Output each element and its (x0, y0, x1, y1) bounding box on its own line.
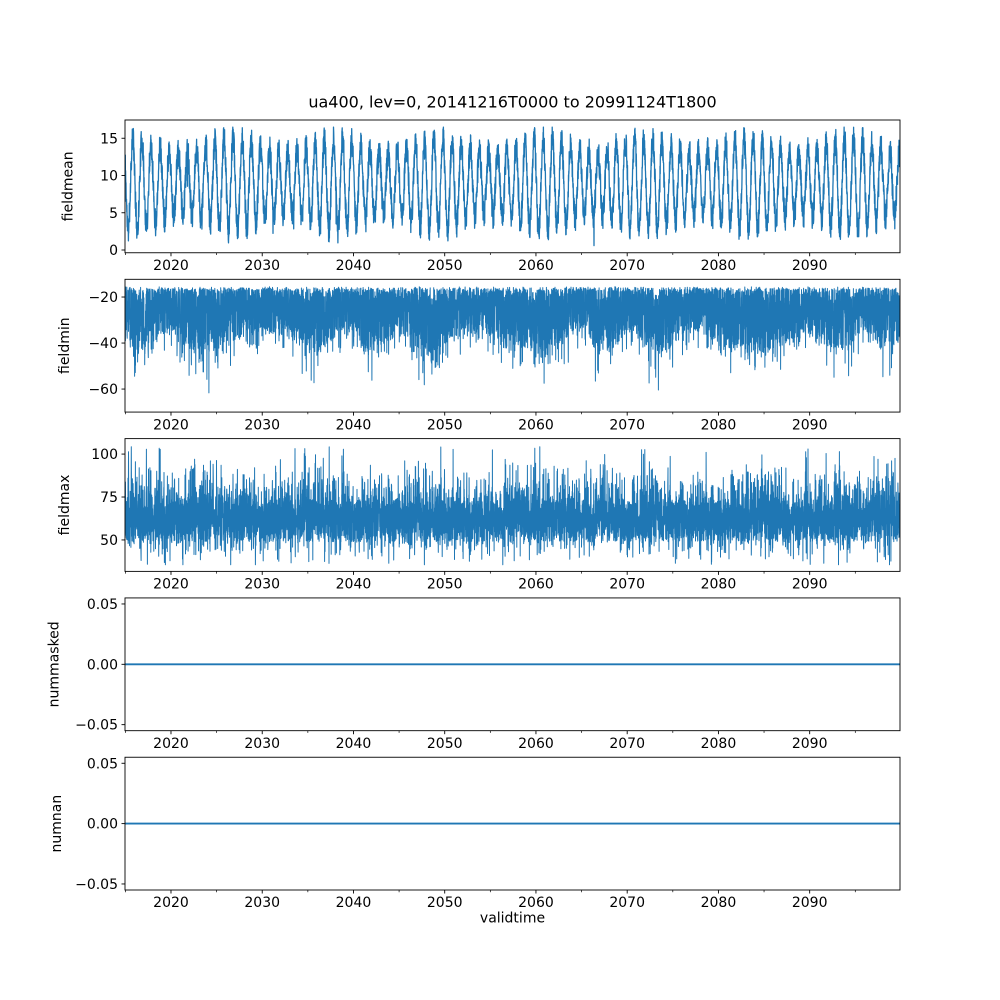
fieldmin-series-line (125, 287, 900, 393)
y-tick-label: 0 (109, 243, 118, 260)
x-tick-label: 2050 (426, 895, 463, 912)
y-tick-label: −0.05 (75, 717, 118, 734)
x-tick-label: 2020 (153, 257, 189, 274)
x-tick-label: 2070 (609, 576, 646, 593)
y-axis-label-nummasked: nummasked (46, 621, 63, 708)
x-tick-label: 2080 (700, 417, 737, 434)
subplot-fieldmean (61, 120, 901, 274)
x-tick-label: 2070 (609, 735, 646, 752)
x-tick-label: 2040 (335, 735, 372, 752)
y-tick-label: 0.00 (86, 816, 118, 833)
x-tick-label: 2070 (609, 257, 646, 274)
x-tick-label: 2060 (518, 895, 554, 912)
x-tick-label: 2020 (153, 417, 189, 434)
x-tick-label: 2030 (244, 257, 281, 274)
subplots-group (47, 120, 901, 911)
y-axis-label-fieldmin: fieldmin (57, 317, 73, 374)
x-tick-label: 2060 (518, 257, 554, 274)
x-tick-label: 2090 (791, 257, 828, 274)
subplot-fieldmax (57, 439, 900, 593)
y-tick-label: 15 (100, 131, 118, 148)
x-tick-label: 2030 (244, 576, 281, 593)
x-tick-label: 2090 (791, 895, 828, 912)
y-tick-label: −60 (88, 382, 118, 399)
y-tick-label: −0.05 (75, 876, 118, 893)
x-tick-label: 2020 (153, 735, 189, 752)
x-tick-label: 2020 (153, 576, 189, 593)
y-tick-label: 50 (100, 532, 118, 549)
fieldmax-series-line (125, 447, 900, 565)
x-tick-label: 2020 (153, 895, 189, 912)
y-axis-label-fieldmean: fieldmean (60, 151, 77, 222)
x-tick-label: 2080 (700, 257, 737, 274)
y-tick-label: 10 (100, 168, 118, 185)
y-axis-label-numnan: numnan (49, 794, 65, 853)
y-tick-label: 0.05 (86, 596, 118, 613)
x-tick-label: 2060 (518, 417, 554, 434)
x-tick-label: 2050 (426, 417, 463, 434)
y-axis-label-fieldmax: fieldmax (57, 474, 73, 536)
x-tick-label: 2060 (518, 576, 554, 593)
x-tick-label: 2040 (335, 576, 372, 593)
axes-frame (125, 120, 900, 253)
y-tick-label: 75 (100, 490, 118, 507)
subplot-nummasked (47, 597, 901, 752)
x-tick-label: 2080 (700, 735, 737, 752)
x-tick-label: 2050 (426, 576, 463, 593)
y-tick-label: 5 (109, 205, 118, 222)
x-tick-label: 2090 (791, 735, 828, 752)
x-tick-label: 2040 (335, 417, 372, 434)
subplot-numnan (49, 756, 900, 911)
x-tick-label: 2090 (791, 576, 828, 593)
x-tick-label: 2030 (244, 417, 281, 434)
x-tick-label: 2040 (335, 257, 372, 274)
x-tick-label: 2090 (791, 417, 828, 434)
x-tick-label: 2080 (700, 576, 737, 593)
figure-title: ua400, lev=0, 20141216T0000 to 20991124T1800 (308, 92, 717, 112)
x-tick-label: 2040 (335, 895, 372, 912)
y-tick-label: −20 (88, 290, 118, 307)
x-tick-label: 2050 (426, 735, 463, 752)
x-tick-label: 2030 (244, 735, 281, 752)
x-axis-label: validtime (479, 910, 546, 927)
subplot-fieldmin (57, 279, 900, 433)
x-tick-label: 2070 (609, 417, 646, 434)
y-tick-label: 0.00 (86, 657, 118, 674)
x-tick-label: 2070 (609, 895, 646, 912)
y-tick-label: 0.05 (86, 756, 118, 773)
x-tick-label: 2030 (244, 895, 281, 912)
x-tick-label: 2060 (518, 735, 554, 752)
fieldmean-series-line (125, 127, 900, 246)
x-tick-label: 2080 (700, 895, 737, 912)
x-tick-label: 2050 (426, 257, 463, 274)
y-tick-label: −40 (88, 336, 118, 353)
y-tick-label: 100 (91, 447, 118, 464)
